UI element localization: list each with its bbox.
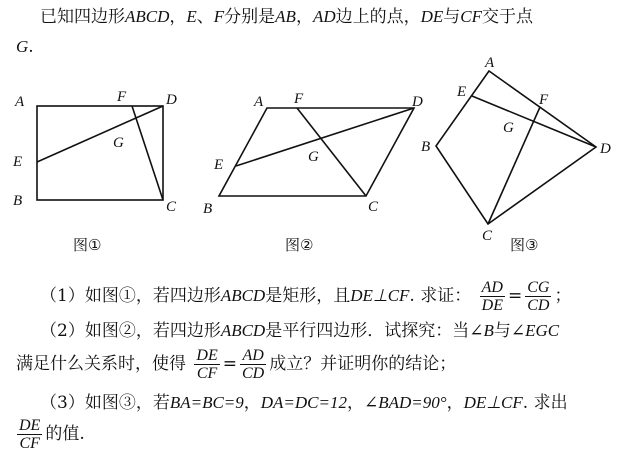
q2-fraction-2: [240, 347, 266, 382]
intro-text: 已知四边形: [40, 7, 125, 27]
segment-de: DE: [420, 7, 444, 26]
q3-text: （3）如图③，若: [40, 393, 170, 413]
fig3-label-g: G: [503, 120, 514, 136]
fig3-segment-cf: [488, 107, 540, 224]
segment-cf: CF: [460, 7, 483, 26]
fig1-caption: 图①: [73, 236, 102, 254]
fig3-label-e: E: [457, 84, 467, 100]
fig2-label-f: F: [294, 91, 304, 107]
equals-sign: =: [507, 286, 523, 306]
intro-text: 交于点: [482, 7, 534, 27]
punct: ，: [169, 7, 187, 27]
q3-text: . 求出: [522, 393, 568, 413]
fig3-label-a: A: [485, 55, 495, 71]
fraction-numerator: DE: [196, 347, 218, 364]
fig3-caption: 图③: [510, 236, 539, 254]
q3-condition: DE⊥CF: [463, 393, 523, 412]
fraction-denominator: CD: [241, 365, 265, 382]
q3-condition: DA=DC=12: [260, 393, 347, 412]
fig1-label-f: F: [117, 89, 127, 105]
quad-name: ABCD: [220, 286, 266, 305]
punct: ，: [243, 393, 261, 413]
equals-sign: =: [222, 354, 237, 374]
fig1-segment-cf: [132, 106, 163, 200]
q2-text: 成立？并证明你的结论；: [269, 354, 457, 374]
q1-text: 是矩形，且: [265, 286, 351, 306]
q1-fraction-2: [525, 279, 551, 314]
fraction-numerator: CG: [527, 279, 550, 296]
q3-condition: BAD=90°: [378, 393, 447, 412]
fraction-denominator: CF: [19, 435, 40, 452]
fig2-label-d: D: [412, 94, 423, 110]
fraction-denominator: CD: [527, 297, 550, 314]
question-3-line-1: [40, 392, 568, 414]
fig1-label-d: D: [166, 92, 177, 108]
punct: 、: [196, 7, 214, 27]
intro-text: 分别是: [224, 7, 276, 27]
fig2-label-b: B: [203, 201, 213, 217]
punct: ；: [554, 286, 572, 306]
question-3-line-2: [14, 414, 85, 454]
fig1-label-b: B: [13, 193, 23, 209]
q3-text: 的值.: [45, 424, 85, 444]
fig1-label-c: C: [166, 199, 177, 215]
segment-ad: AD: [312, 7, 336, 26]
fig3-label-b: B: [421, 139, 431, 155]
fig1-label-g: G: [113, 135, 124, 151]
fig3-label-d: D: [600, 141, 611, 157]
question-2-line-2: [16, 344, 456, 384]
figure-1-diagram: [37, 106, 163, 200]
punct: ，: [295, 7, 313, 27]
punct: ，∠: [347, 393, 379, 413]
quad-name: ABCD: [220, 321, 266, 340]
question-2-line-1: [40, 320, 559, 342]
q2-text: （2）如图②，若四边形: [40, 321, 221, 341]
question-1: [40, 276, 571, 316]
q1-fraction-1: [480, 279, 505, 314]
fraction-denominator: CF: [196, 365, 218, 382]
fig1-segment-de: [37, 106, 163, 162]
q2-text: 与∠: [493, 321, 526, 341]
fig2-label-c: C: [368, 199, 379, 215]
point-e: E: [186, 7, 197, 26]
quad-name: ABCD: [125, 7, 170, 26]
fraction-numerator: DE: [19, 417, 41, 434]
fig2-label-g: G: [308, 149, 319, 165]
q2-text: 满足什么关系时，使得: [16, 354, 186, 374]
q2-text: 是平行四边形．试探究：当∠: [265, 321, 484, 341]
q1-condition: DE⊥CF: [350, 286, 410, 305]
fig2-label-a: A: [254, 94, 264, 110]
fig2-caption: 图②: [285, 236, 314, 254]
point-g: G: [16, 37, 29, 56]
q1-text: . 求证：: [409, 286, 472, 306]
fig2-label-e: E: [214, 157, 224, 173]
q1-text: （1）如图①，若四边形: [40, 286, 221, 306]
fig1-label-a: A: [15, 94, 25, 110]
punct: .: [28, 37, 34, 57]
intro-text: 边上的点，: [335, 7, 421, 27]
segment-ab: AB: [275, 7, 296, 26]
fraction-numerator: AD: [481, 279, 503, 296]
q2-fraction-1: [194, 347, 219, 382]
fig3-label-f: F: [539, 92, 549, 108]
point-f: F: [213, 7, 225, 26]
fraction-denominator: DE: [481, 297, 503, 314]
q3-condition: BA=BC=9: [169, 393, 244, 412]
fig1-label-e: E: [13, 154, 23, 170]
fraction-numerator: AD: [240, 347, 266, 365]
angle-egc: EGC: [525, 321, 560, 340]
q3-fraction: [17, 417, 42, 452]
punct: ，: [446, 393, 464, 413]
angle-b: B: [483, 321, 494, 340]
fig3-label-c: C: [482, 228, 493, 244]
intro-text: 与: [443, 7, 461, 27]
